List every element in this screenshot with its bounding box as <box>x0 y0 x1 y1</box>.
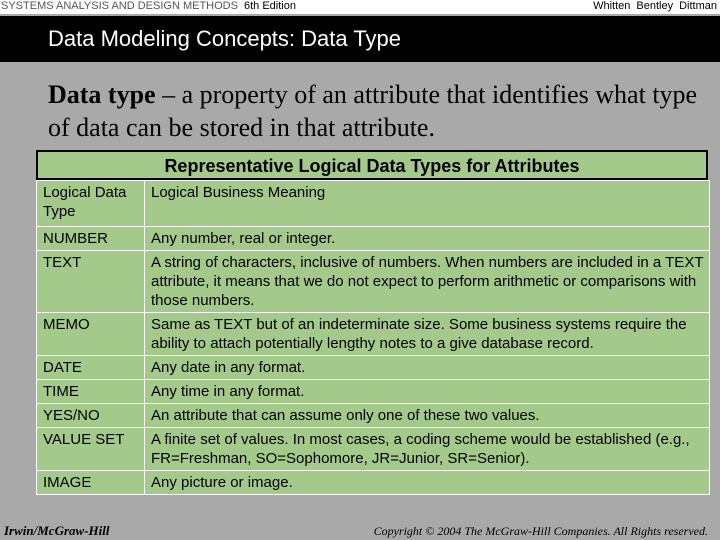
author-name: Whitten <box>593 0 631 12</box>
table-row <box>37 380 710 404</box>
definition-paragraph <box>48 78 713 144</box>
data-type-cell: VALUE SET <box>37 428 145 471</box>
copyright-notice: Copyright © 2004 The McGraw-Hill Companies. All Rights reserved. <box>373 524 708 538</box>
data-type-cell: NUMBER <box>37 227 145 251</box>
header-cell-meaning: Logical Business Meaning <box>145 181 710 227</box>
top-header-bar <box>0 0 720 14</box>
meaning-cell: A finite set of values. In most cases, a coding scheme would be established (e.g., FR=Freshman, SO=Sophomore, JR=Junior, SR=Senior). <box>145 428 710 471</box>
slide-title-bar <box>0 16 720 62</box>
meaning-cell: Any time in any format. <box>145 380 710 404</box>
data-type-cell: TEXT <box>37 251 145 313</box>
table-row <box>37 251 710 313</box>
meaning-cell: Same as TEXT but of an indeterminate size. Some business systems require the ability to attach potentially lengthy notes to a give database record. <box>145 313 710 356</box>
slide-title: Data Modeling Concepts: Data Type <box>48 26 402 51</box>
author-name: Dittman <box>679 0 717 12</box>
book-edition: 6th Edition <box>243 0 296 12</box>
data-types-table <box>36 180 710 495</box>
definition-text: – a property of an attribute that identifies what type of data can be stored in that attribute. <box>48 80 698 142</box>
book-info <box>1 0 296 13</box>
definition-term: Data type <box>48 80 156 109</box>
data-type-cell: YES/NO <box>37 404 145 428</box>
table-row <box>37 313 710 356</box>
table-row <box>37 404 710 428</box>
data-type-cell: MEMO <box>37 313 145 356</box>
meaning-cell: A string of characters, inclusive of numbers. When numbers are included in a TEXT attribute, it means that we do not expect to perform arithmetic or comparisons with those numbers. <box>145 251 710 313</box>
meaning-cell: Any picture or image. <box>145 471 710 495</box>
table-caption: Representative Logical Data Types for Attributes <box>36 150 708 180</box>
table-header-row <box>37 181 710 227</box>
data-type-cell: TIME <box>37 380 145 404</box>
author-name: Bentley <box>636 0 674 12</box>
data-type-cell: DATE <box>37 356 145 380</box>
book-series-title: SYSTEMS ANALYSIS AND DESIGN METHODS <box>1 0 238 12</box>
table-row <box>37 356 710 380</box>
meaning-cell: Any number, real or integer. <box>145 227 710 251</box>
meaning-cell: Any date in any format. <box>145 356 710 380</box>
author-list <box>587 0 717 13</box>
header-cell-type: Logical Data Type <box>37 181 145 227</box>
data-type-cell: IMAGE <box>37 471 145 495</box>
publisher-label: Irwin/McGraw-Hill <box>4 523 110 538</box>
table-row <box>37 227 710 251</box>
meaning-cell: An attribute that can assume only one of these two values. <box>145 404 710 428</box>
table-row <box>37 428 710 471</box>
table-row <box>37 471 710 495</box>
